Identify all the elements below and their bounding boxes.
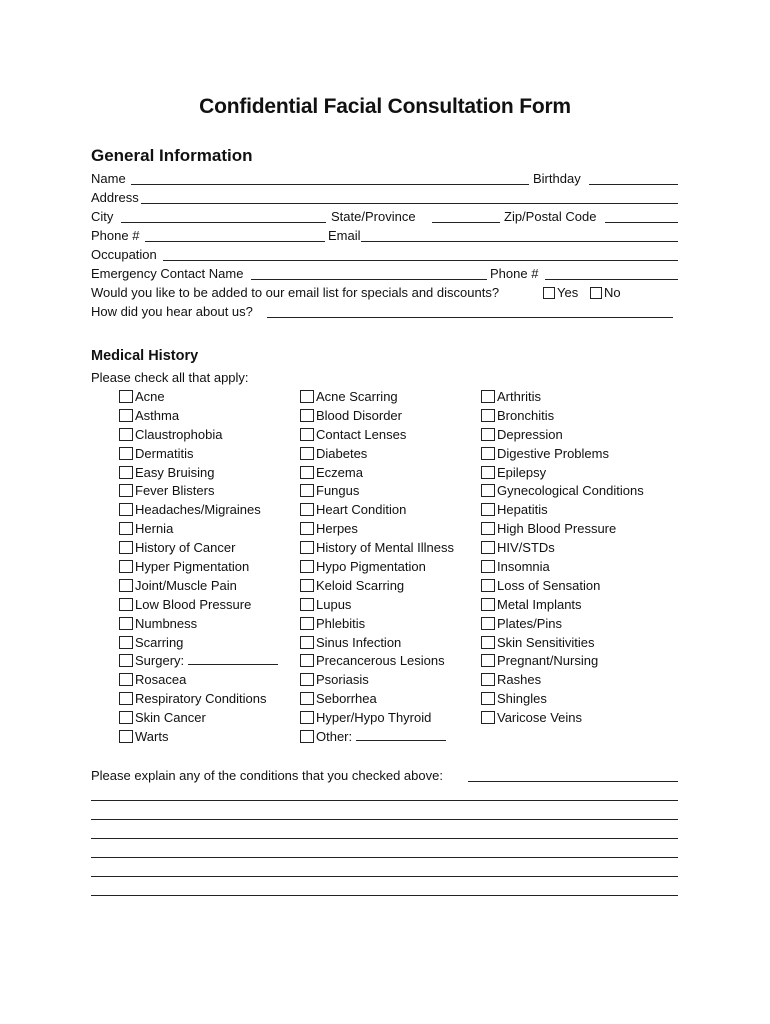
condition-label: Contact Lenses xyxy=(316,426,407,442)
condition-label: Keloid Scarring xyxy=(316,577,405,593)
condition-item[interactable] xyxy=(300,426,480,445)
checkbox-icon[interactable] xyxy=(300,541,314,554)
hear-about-row xyxy=(91,302,679,321)
condition-label: Digestive Problems xyxy=(497,445,609,461)
condition-label: Warts xyxy=(135,729,169,745)
condition-label: Skin Sensitivities xyxy=(497,634,595,650)
checkbox-icon[interactable] xyxy=(481,673,495,686)
condition-label: High Blood Pressure xyxy=(497,521,617,537)
condition-label: Loss of Sensation xyxy=(497,577,601,593)
condition-label: Eczema xyxy=(316,464,363,480)
page-title: Confidential Facial Consultation Form xyxy=(199,95,571,118)
condition-item[interactable] xyxy=(119,445,299,464)
checkbox-icon[interactable] xyxy=(119,503,133,516)
checkbox-icon[interactable] xyxy=(300,636,314,649)
condition-label: Lupus xyxy=(316,596,352,612)
name-row xyxy=(91,169,679,188)
condition-label: Headaches/Migraines xyxy=(135,502,261,518)
name-label: Name xyxy=(91,171,126,186)
zip-field[interactable] xyxy=(605,222,678,223)
condition-item[interactable] xyxy=(119,464,299,483)
condition-item[interactable] xyxy=(300,445,480,464)
city-label: City xyxy=(91,209,114,224)
condition-label: HIV/STDs xyxy=(497,540,555,556)
condition-label: Epilepsy xyxy=(497,464,547,480)
condition-item[interactable] xyxy=(119,388,299,407)
condition-item[interactable] xyxy=(300,501,480,520)
checkbox-icon[interactable] xyxy=(300,466,314,479)
condition-item[interactable] xyxy=(300,520,480,539)
condition-label: Joint/Muscle Pain xyxy=(135,577,237,593)
condition-label: Acne Scarring xyxy=(316,389,398,404)
condition-item[interactable] xyxy=(300,634,480,653)
city-field[interactable] xyxy=(121,222,326,223)
condition-item[interactable] xyxy=(300,482,480,501)
email-list-no-option[interactable] xyxy=(590,283,621,302)
phone-field[interactable] xyxy=(145,241,325,242)
condition-label: Asthma xyxy=(135,407,180,423)
condition-item[interactable] xyxy=(119,671,299,690)
checkbox-icon[interactable] xyxy=(119,617,133,630)
condition-item[interactable] xyxy=(300,407,480,426)
condition-label: Numbness xyxy=(135,615,198,631)
medical-instruction-row xyxy=(91,368,679,387)
explain-line[interactable] xyxy=(91,819,678,820)
checkbox-icon[interactable] xyxy=(119,484,133,497)
condition-item[interactable] xyxy=(481,558,661,577)
emergency-phone-field[interactable] xyxy=(545,279,678,280)
condition-item[interactable] xyxy=(300,596,480,615)
state-field[interactable] xyxy=(432,222,500,223)
checkbox-icon[interactable] xyxy=(300,447,314,460)
checkbox-icon[interactable] xyxy=(481,617,495,630)
explain-line[interactable] xyxy=(91,895,678,896)
explain-field[interactable] xyxy=(468,781,678,782)
checkbox-icon[interactable] xyxy=(300,503,314,516)
condition-label: Dermatitis xyxy=(135,445,194,461)
condition-item[interactable] xyxy=(481,577,661,596)
conditions-column-1 xyxy=(119,388,299,747)
medical-history-heading: Medical History xyxy=(91,348,199,364)
condition-detail-field[interactable] xyxy=(188,654,278,665)
explain-row xyxy=(91,766,679,785)
condition-label: Skin Cancer xyxy=(135,710,206,726)
condition-item[interactable] xyxy=(119,558,299,577)
condition-label: Hepatitis xyxy=(497,502,548,518)
condition-label: Acne xyxy=(135,389,165,404)
condition-item[interactable] xyxy=(481,634,661,653)
checkbox-icon[interactable] xyxy=(300,522,314,535)
checkbox-icon[interactable] xyxy=(481,579,495,592)
state-label: State/Province xyxy=(331,209,416,224)
condition-label: Hyper/Hypo Thyroid xyxy=(316,710,432,726)
condition-item[interactable] xyxy=(300,709,480,728)
condition-label: Pregnant/Nursing xyxy=(497,653,599,669)
condition-label: History of Cancer xyxy=(135,540,236,556)
condition-item[interactable] xyxy=(300,464,480,483)
checkbox-icon[interactable] xyxy=(300,673,314,686)
condition-label: Bronchitis xyxy=(497,407,555,423)
phone-label: Phone # xyxy=(91,228,140,243)
condition-item[interactable] xyxy=(481,501,661,520)
condition-item[interactable] xyxy=(300,558,480,577)
phone-row xyxy=(91,226,679,245)
checkbox-icon[interactable] xyxy=(300,428,314,441)
checkbox-icon[interactable] xyxy=(119,654,133,667)
checkbox-icon[interactable] xyxy=(481,560,495,573)
checkbox-icon[interactable] xyxy=(481,503,495,516)
condition-item[interactable] xyxy=(481,407,661,426)
condition-label: Other: xyxy=(316,729,353,745)
condition-item[interactable] xyxy=(119,690,299,709)
condition-item[interactable] xyxy=(481,652,661,671)
condition-label: Shingles xyxy=(497,691,547,707)
checkbox-icon[interactable] xyxy=(481,484,495,497)
condition-item[interactable] xyxy=(300,388,480,407)
condition-label: Varicose Veins xyxy=(497,710,583,726)
checkbox-icon[interactable] xyxy=(481,522,495,535)
occupation-field[interactable] xyxy=(163,260,678,261)
checkbox-icon[interactable] xyxy=(119,409,133,422)
checkbox-icon[interactable] xyxy=(481,428,495,441)
emergency-row xyxy=(91,264,679,283)
checkbox-icon[interactable] xyxy=(119,390,133,403)
checkbox-icon[interactable] xyxy=(119,447,133,460)
condition-item[interactable] xyxy=(300,615,480,634)
condition-label: Phlebitis xyxy=(316,615,366,631)
checkbox-icon[interactable] xyxy=(481,711,495,724)
birthday-label: Birthday xyxy=(533,171,581,186)
explain-line[interactable] xyxy=(91,800,678,801)
condition-label: History of Mental Illness xyxy=(316,540,454,556)
general-info-heading: General Information xyxy=(91,146,253,165)
checkbox-icon[interactable] xyxy=(119,711,133,724)
condition-label: Respiratory Conditions xyxy=(135,691,267,707)
checkbox-icon[interactable] xyxy=(300,730,314,743)
checkbox-icon[interactable] xyxy=(481,692,495,705)
city-row xyxy=(91,207,679,226)
checkbox-icon[interactable] xyxy=(119,466,133,479)
condition-label: Fungus xyxy=(316,483,360,499)
checkbox-icon[interactable] xyxy=(481,466,495,479)
checkbox-icon[interactable] xyxy=(119,579,133,592)
email-list-row xyxy=(91,283,679,302)
condition-item[interactable] xyxy=(119,539,299,558)
condition-label: Low Blood Pressure xyxy=(135,596,252,612)
hear-about-label: How did you hear about us? xyxy=(91,304,253,319)
occupation-row xyxy=(91,245,679,264)
checkbox-icon[interactable] xyxy=(590,287,602,299)
checkbox-icon[interactable] xyxy=(543,287,555,299)
condition-label: Easy Bruising xyxy=(135,464,215,480)
condition-item[interactable] xyxy=(300,577,480,596)
condition-item[interactable] xyxy=(481,388,661,407)
condition-item[interactable] xyxy=(481,482,661,501)
condition-item[interactable] xyxy=(481,464,661,483)
no-label: No xyxy=(604,285,621,300)
condition-item[interactable] xyxy=(119,482,299,501)
condition-item[interactable] xyxy=(300,690,480,709)
condition-label: Gynecological Conditions xyxy=(497,483,644,499)
checkbox-icon[interactable] xyxy=(119,428,133,441)
birthday-field[interactable] xyxy=(589,184,678,185)
explain-line[interactable] xyxy=(91,857,678,858)
checkbox-icon[interactable] xyxy=(481,654,495,667)
condition-label: Metal Implants xyxy=(497,596,582,612)
checkbox-icon[interactable] xyxy=(119,636,133,649)
checkbox-icon[interactable] xyxy=(300,617,314,630)
checkbox-icon[interactable] xyxy=(481,447,495,460)
checkbox-icon[interactable] xyxy=(481,598,495,611)
condition-label: Depression xyxy=(497,426,563,442)
condition-item[interactable] xyxy=(119,501,299,520)
condition-label: Seborrhea xyxy=(316,691,377,707)
condition-label: Hypo Pigmentation xyxy=(316,559,426,575)
checkbox-icon[interactable] xyxy=(481,409,495,422)
name-field[interactable] xyxy=(131,184,529,185)
condition-item[interactable] xyxy=(481,520,661,539)
email-list-question: Would you like to be added to our email list for specials and discounts? xyxy=(91,285,500,300)
condition-label: Sinus Infection xyxy=(316,634,402,650)
address-label: Address xyxy=(91,190,139,205)
medical-instruction: Please check all that apply: xyxy=(91,370,249,385)
checkbox-icon[interactable] xyxy=(119,692,133,705)
occupation-label: Occupation xyxy=(91,247,157,262)
condition-label: Rashes xyxy=(497,672,542,688)
checkbox-icon[interactable] xyxy=(481,390,495,403)
condition-item[interactable] xyxy=(481,690,661,709)
checkbox-icon[interactable] xyxy=(300,654,314,667)
condition-label: Arthritis xyxy=(497,389,542,404)
checkbox-icon[interactable] xyxy=(119,730,133,743)
yes-label: Yes xyxy=(557,285,579,300)
condition-item[interactable] xyxy=(119,407,299,426)
checkbox-icon[interactable] xyxy=(119,560,133,573)
address-field[interactable] xyxy=(141,203,678,204)
emergency-contact-field[interactable] xyxy=(251,279,487,280)
condition-item[interactable] xyxy=(481,596,661,615)
condition-item[interactable] xyxy=(119,520,299,539)
condition-item[interactable] xyxy=(300,652,480,671)
email-field[interactable] xyxy=(361,241,678,242)
condition-item[interactable] xyxy=(300,539,480,558)
checkbox-icon[interactable] xyxy=(119,522,133,535)
condition-label: Herpes xyxy=(316,521,358,537)
checkbox-icon[interactable] xyxy=(300,598,314,611)
emergency-phone-label: Phone # xyxy=(490,266,539,281)
checkbox-icon[interactable] xyxy=(300,579,314,592)
condition-label: Plates/Pins xyxy=(497,615,563,631)
condition-item[interactable] xyxy=(119,709,299,728)
address-row xyxy=(91,188,679,207)
condition-label: Heart Condition xyxy=(316,502,407,518)
condition-item[interactable] xyxy=(481,445,661,464)
condition-item[interactable] xyxy=(300,728,480,747)
condition-item[interactable] xyxy=(119,596,299,615)
condition-label: Claustrophobia xyxy=(135,426,223,442)
email-label: Email xyxy=(328,228,361,243)
condition-item[interactable] xyxy=(119,728,299,747)
condition-label: Precancerous Lesions xyxy=(316,653,445,669)
condition-label: Scarring xyxy=(135,634,184,650)
conditions-column-3 xyxy=(481,388,661,728)
condition-item[interactable] xyxy=(481,615,661,634)
condition-item[interactable] xyxy=(119,577,299,596)
checkbox-icon[interactable] xyxy=(300,409,314,422)
condition-label: Psoriasis xyxy=(316,672,369,688)
condition-label: Hyper Pigmentation xyxy=(135,559,250,575)
checkbox-icon[interactable] xyxy=(300,711,314,724)
email-list-yes-option[interactable] xyxy=(543,283,578,302)
condition-detail-field[interactable] xyxy=(356,730,446,741)
condition-item[interactable] xyxy=(119,615,299,634)
zip-label: Zip/Postal Code xyxy=(504,209,597,224)
condition-label: Surgery: xyxy=(135,653,185,669)
condition-item[interactable] xyxy=(119,426,299,445)
checkbox-icon[interactable] xyxy=(481,541,495,554)
explain-label: Please explain any of the conditions that you checked above: xyxy=(91,768,443,783)
condition-item[interactable] xyxy=(481,539,661,558)
condition-label: Insomnia xyxy=(497,559,550,575)
checkbox-icon[interactable] xyxy=(481,636,495,649)
condition-label: Hernia xyxy=(135,521,174,537)
checkbox-icon[interactable] xyxy=(300,692,314,705)
hear-about-field[interactable] xyxy=(267,317,673,318)
checkbox-icon[interactable] xyxy=(119,673,133,686)
condition-item[interactable] xyxy=(481,709,661,728)
explain-line[interactable] xyxy=(91,838,678,839)
checkbox-icon[interactable] xyxy=(300,390,314,403)
condition-item[interactable] xyxy=(119,652,299,671)
condition-item[interactable] xyxy=(119,634,299,653)
condition-label: Blood Disorder xyxy=(316,407,402,423)
condition-label: Diabetes xyxy=(316,445,368,461)
condition-item[interactable] xyxy=(300,671,480,690)
checkbox-icon[interactable] xyxy=(119,541,133,554)
explain-line[interactable] xyxy=(91,876,678,877)
checkbox-icon[interactable] xyxy=(119,598,133,611)
condition-label: Rosacea xyxy=(135,672,187,688)
condition-label: Fever Blisters xyxy=(135,483,215,499)
checkbox-icon[interactable] xyxy=(300,560,314,573)
emergency-contact-label: Emergency Contact Name xyxy=(91,266,244,281)
condition-item[interactable] xyxy=(481,426,661,445)
condition-item[interactable] xyxy=(481,671,661,690)
conditions-column-2 xyxy=(300,388,480,747)
checkbox-icon[interactable] xyxy=(300,484,314,497)
